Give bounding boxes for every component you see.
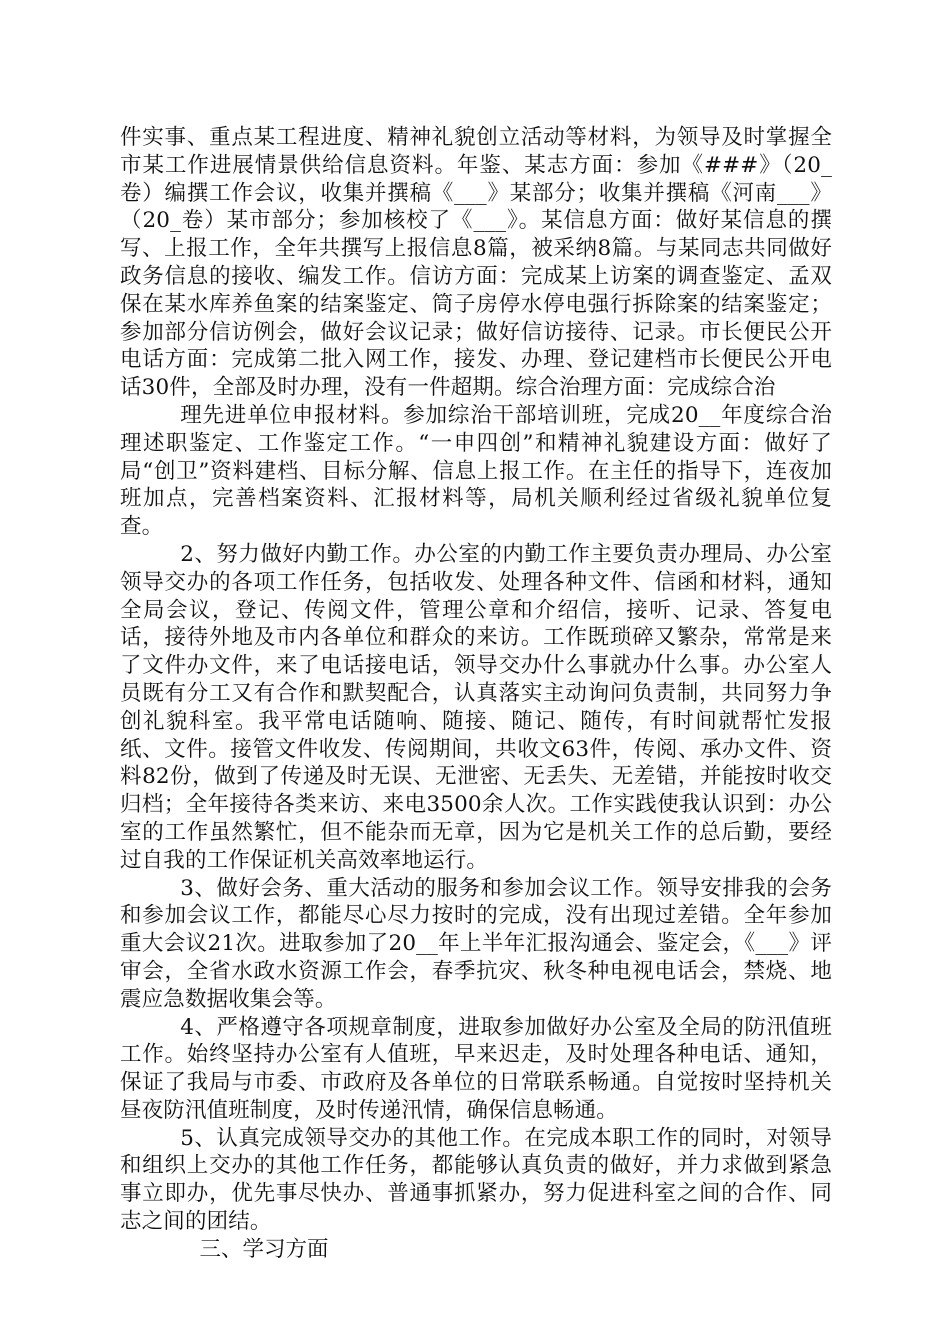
paragraph-rules-flood-duty: 4、严格遵守各项规章制度，进取参加做好办公室及全局的防汛值班工作。始终坚持办公室有人值班，早来迟走，及时处理各种电话、通知，保证了我局与市委、市政府及各单位的日常联系畅通。自觉按时坚持机关昼夜防汛值班制度，及时传递汛情，确保信息畅通。 — [120, 1014, 832, 1123]
section-heading-study: 三、学习方面 — [199, 1236, 329, 1262]
paragraph-meeting-services: 3、做好会务、重大活动的服务和参加会议工作。领导安排我的会务和参加会议工作，都能尽心尽力按时的完成，没有出现过差错。全年参加重大会议21次。进取参加了20__年上半年汇报沟通会、鉴定会，《___》评审会，全省水政水资源工作会，春季抗灾、秋冬种电视电话会，禁烧、地震应急数据收集会等。 — [120, 875, 832, 1012]
paragraph-other-tasks: 5、认真完成领导交办的其他工作。在完成本职工作的同时，对领导和组织上交办的其他工作任务，都能够认真负责的做好，并力求做到紧急事立即办，优先事尽快办、普通事抓紧办，努力促进科室之间的合作、同志之间的团结。 — [120, 1125, 832, 1235]
paragraph-work-items: 件实事、重点某工程进度、精神礼貌创立活动等材料，为领导及时掌握全市某工作进展情景供给信息资料。年鉴、某志方面：参加《###》（20_卷）编撰工作会议，收集并撰稿《___》某部分；收集并撰稿《河南___》（20_卷）某市部分；参加核校了《___》。某信息方面：做好某信息的撰写、上报工作，全年共撰写上报信息8篇，被采纳8篇。与某同志共同做好政务信息的接收、编发工作。信访方面：完成某上访案的调查鉴定、孟双保在某水库养鱼案的结案鉴定、筒子房停水停电强行拆除案的结案鉴定；参加部分信访例会，做好会议记录；做好信访接待、记录。市长便民公开电话方面：完成第二批入网工作，接发、办理、登记建档市长便民公开电话30件，全部及时办理，没有一件超期。综合治理方面：完成综合治 — [120, 125, 832, 401]
document-page — [120, 124, 832, 1264]
paragraph-comprehensive-governance: 理先进单位申报材料。参加综治干部培训班，完成20__年度综合治理述职鉴定、工作鉴定工作。“一申四创”和精神礼貌建设方面：做好了局“创卫”资料建档、目标分解、信息上报工作。在主任的指导下，连夜加班加点，完善档案资料、汇报材料等，局机关顺利经过省级礼貌单位复查。 — [120, 402, 832, 540]
paragraph-internal-affairs: 2、努力做好内勤工作。办公室的内勤工作主要负责办理局、办公室领导交办的各项工作任务，包括收发、处理各种文件、信函和材料，通知全局会议，登记、传阅文件，管理公章和介绍信，接听、记录、答复电话，接待外地及市内各单位和群众的来访。工作既琐碎又繁杂，常常是来了文件办文件，来了电话接电话，领导交办什么事就办什么事。办公室人员既有分工又有合作和默契配合，认真落实主动询问负责制，共同努力争创礼貌科室。我平常电话随响、随接、随记、随传，有时间就帮忙发报纸、文件。接管文件收发、传阅期间，共收文63件，传阅、承办文件、资料82份，做到了传递及时无误、无泄密、无丢失、无差错，并能按时收交归档；全年接待各类来访、来电3500余人次。工作实践使我认识到：办公室的工作虽然繁忙，但不能杂而无章，因为它是机关工作的总后勤，要经过自我的工作保证机关高效率地运行。 — [120, 541, 832, 873]
